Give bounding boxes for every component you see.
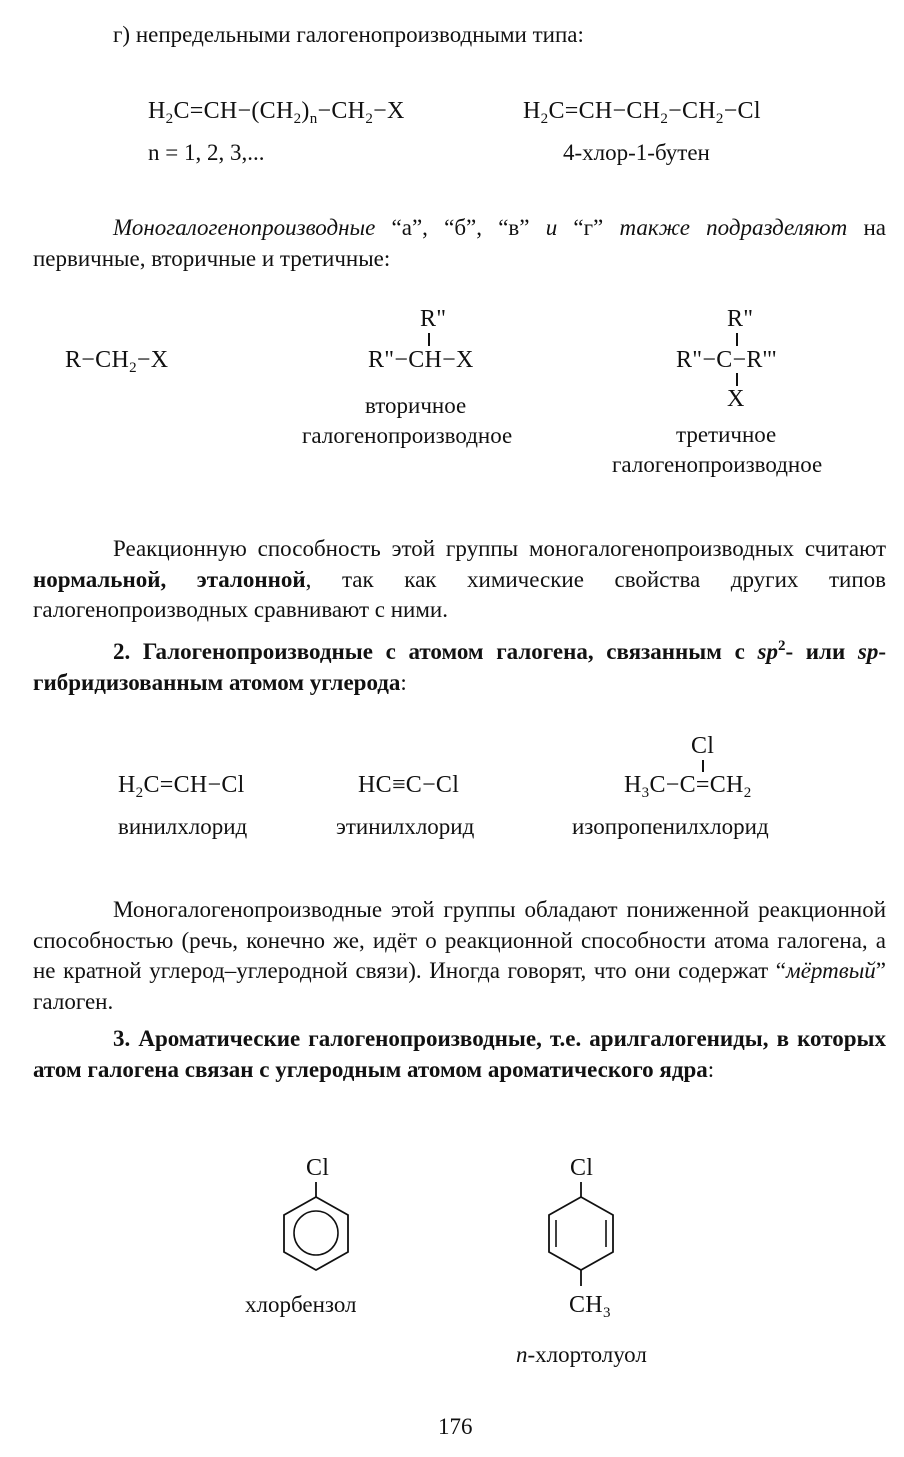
- tertiary-bottom-substituent: X: [727, 386, 745, 412]
- general-alkenyl-halide-formula: $H_2C=CH-(CH_2)_n-CH_2-X$: [148, 98, 405, 127]
- primary-halide-formula: $R-CH_2-X$: [65, 347, 169, 376]
- section-3-heading: 3. Ароматические галогенопроизводные, т.е. арилгалогениды, в которых атом галогена связан с углеродным атомом ароматического ядра:: [33, 1026, 886, 1082]
- chlorotoluene-name: n-хлортолуол: [516, 1342, 647, 1367]
- section-2-heading: 2. Галогенопроизводные с атомом галогена, связанным с $sp^2-$ или sp-гибридизованным атомом углерода:: [33, 638, 886, 695]
- paragraph-classification: Моногалогенопроизводные “а”, “б”, “в” и “г” также подразделяют на первичные, вторичные и третичные:: [33, 215, 886, 271]
- vinyl-chloride-formula: $H_2C=CH-Cl$: [118, 772, 245, 801]
- general-formula-note: n = 1, 2, 3,...: [148, 140, 265, 165]
- chlorobutene-formula: $H_2C=CH-CH_2-CH_2-Cl$: [523, 98, 761, 127]
- chlorobenzene-chlorine: Cl: [306, 1155, 330, 1181]
- chlorotoluene-ring: [541, 1180, 621, 1290]
- chlorotoluene-chlorine: Cl: [570, 1155, 594, 1181]
- isopropenyl-bond-line: [702, 760, 704, 772]
- tertiary-bond-top: [736, 333, 738, 346]
- paragraph-dead-halogen: Моногалогенопроизводные этой группы обладают пониженной реакционной способностью (речь, конечно же, идёт о реакционной способности атома галогена, а не кратной углерод–углеродной связи). Иногда говорят, что они содержат “мёртвый” галоген.: [33, 897, 886, 1014]
- chlorotoluene-methyl: $CH_3$: [569, 1292, 611, 1321]
- tertiary-halide-formula: R"−C−R''': [676, 347, 777, 373]
- ethynyl-chloride-formula: HC≡C−Cl: [358, 772, 460, 798]
- secondary-label-2: галогенопроизводное: [302, 423, 513, 448]
- ethynyl-chloride-name: этинилхлорид: [336, 814, 475, 839]
- tertiary-label: третичное: [676, 422, 777, 447]
- secondary-top-substituent: R": [420, 306, 447, 332]
- isopropenyl-chlorine-substituent: Cl: [691, 733, 715, 759]
- chlorobenzene-ring: [276, 1180, 356, 1280]
- chlorobutene-name: 4-хлор-1-бутен: [563, 140, 710, 165]
- paragraph-reactivity-normal: Реакционную способность этой группы моногалогенопроизводных считают нормальной, эталонной, так как химические свойства других типов галогенопроизводных сравнивают с ними.: [33, 536, 887, 622]
- secondary-label: вторичное: [365, 393, 467, 418]
- isopropenyl-chloride-formula: $H_3C-C=CH_2$: [624, 772, 752, 801]
- tertiary-label-2: галогенопроизводное: [612, 452, 823, 477]
- page-number: 176: [438, 1414, 473, 1439]
- tertiary-bond-bottom: [736, 373, 738, 386]
- secondary-halide-formula: R"−CH−X: [368, 347, 474, 373]
- section-g-heading: г) непредельными галогенопроизводными типа:: [113, 22, 584, 47]
- vinyl-chloride-name: винилхлорид: [118, 814, 248, 839]
- isopropenyl-chloride-name: изопропенилхлорид: [572, 814, 769, 839]
- chlorobenzene-name: хлорбензол: [245, 1292, 357, 1317]
- tertiary-top-substituent: R": [727, 306, 754, 332]
- secondary-bond-line: [428, 333, 430, 346]
